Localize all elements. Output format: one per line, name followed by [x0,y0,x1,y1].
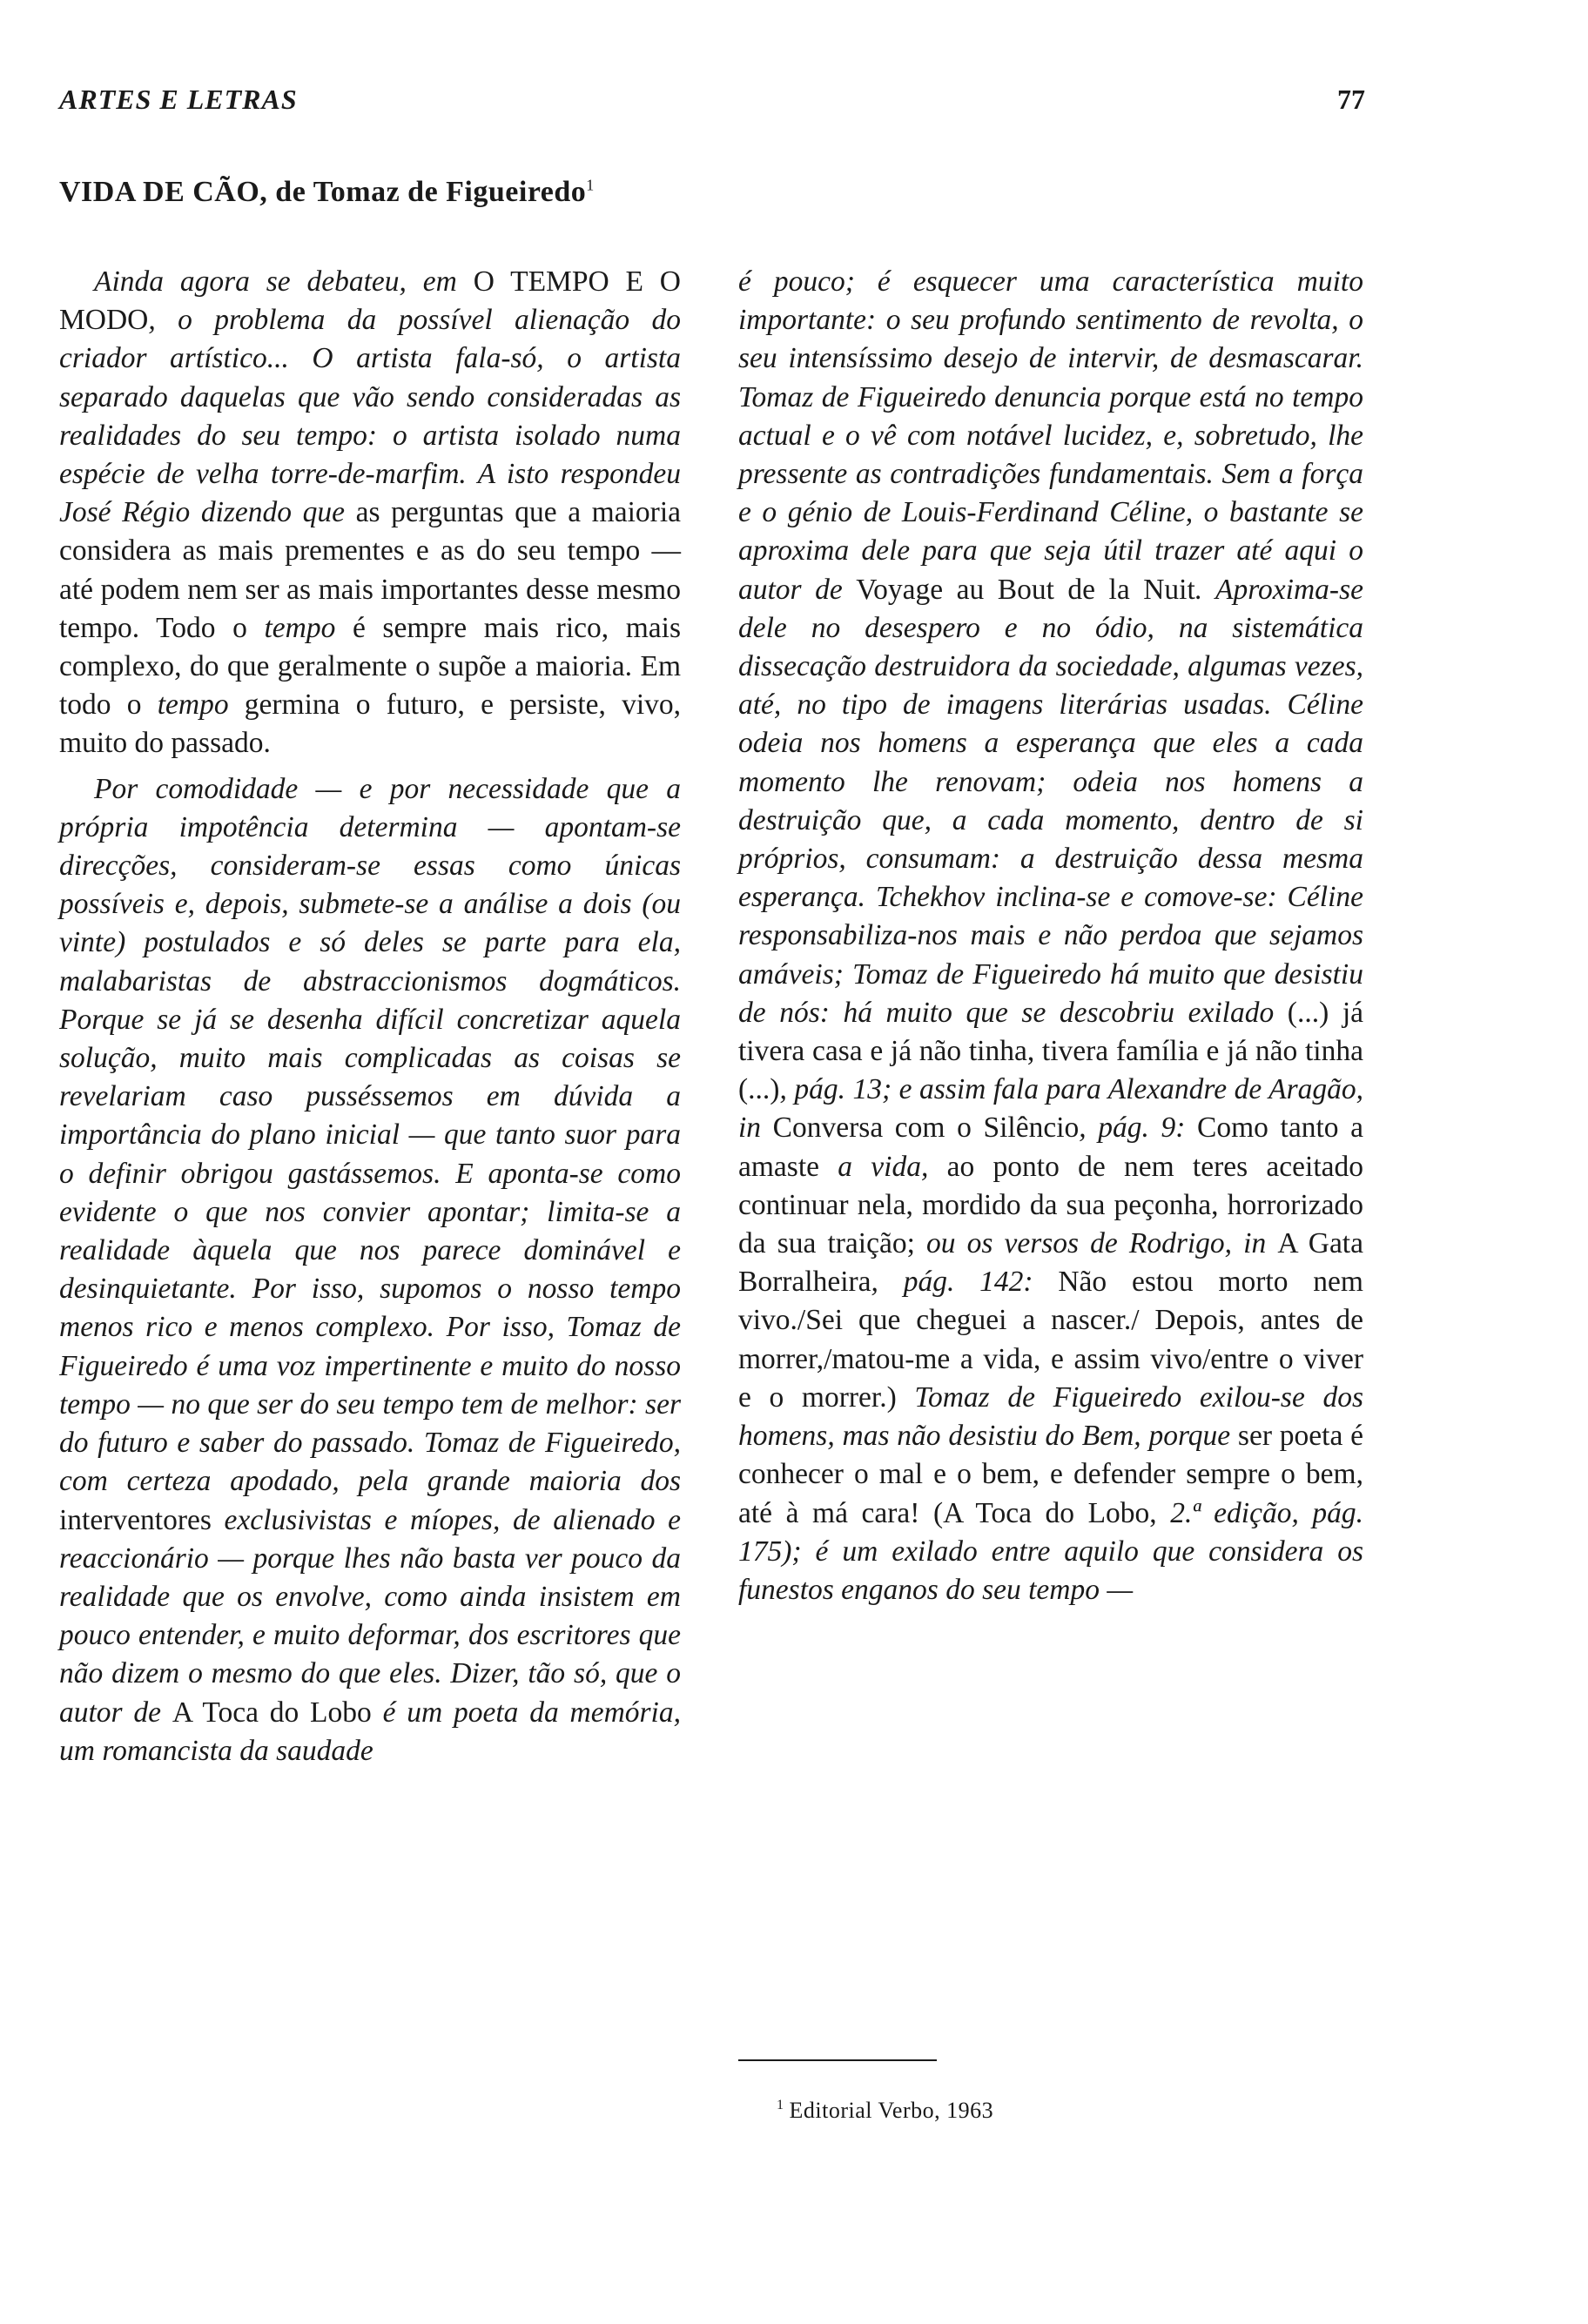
p3-run-11: A Gata Borralheira [738,1227,1363,1299]
p3-run-5: Conversa com o Silêncio [772,1112,1080,1145]
p3-run-6: , pág. 9: [1079,1112,1198,1145]
footnote-text: Editorial Verbo, 1963 [789,2098,994,2123]
footnote-divider [738,2059,937,2061]
right-column [738,263,1363,1609]
article-title [59,176,595,209]
p3-run-9: ao ponto de nem teres aceitado continuar nela, mordido da sua peçonha, horrorizado da sua traição; [738,1150,1363,1260]
paragraph-2 [59,770,681,1770]
p3-run-12: , pág. 142: [871,1266,1059,1299]
p3-run-7: Como tanto a amaste [738,1112,1363,1183]
paragraph-1 [59,263,681,763]
p2-run-1: interventores [59,1503,212,1536]
p3-run-8: a vida, [838,1150,929,1183]
p3-run-15: ser poeta é conhecer o mal e o bem, e defender sempre o bem, até à má cara! (A Toca do Lobo, [738,1420,1363,1529]
p3-run-4: , pág. 13; e assim fala para Alexandre de Aragão, in [738,1073,1363,1145]
p1-run-4: tempo [264,611,336,644]
p3-run-1: Voyage au Bout de la Nuit [856,573,1195,606]
p3-run-16: 2.ª edição, pág. 175); é um exilado entre aquilo que considera os funestos enganos do seu tempo — [738,1496,1363,1606]
left-column [59,263,681,1770]
p1-run-3: as perguntas que a maioria considera as mais prementes e as do seu tempo — até podem nem ser as mais importantes desse mesmo tempo. Todo o [59,496,681,644]
p3-run-13: Não estou morto nem vivo./Sei que cheguei a nascer./ Depois, antes de morrer,/matou-me a vida, e assim vivo/entre o viver e o morrer.) [738,1266,1363,1414]
running-header [59,84,1365,127]
p3-run-3: (...) já tivera casa e já não tinha, tivera família e já não tinha (...) [738,996,1363,1106]
running-title: ARTES E LETRAS [59,84,298,115]
p3-run-14: Tomaz de Figueiredo exilou-se dos homens, mas não desistiu do Bem, porque [738,1380,1364,1453]
p3-run-2: . Aproxima-se dele no desespero e no ódio, na sistemática dissecação destruidora da sociedade, algumas vezes, até, no tipo de imagens literárias usadas. Céline odeia nos homens a esperança que eles a cada momento lhe renovam; odeia nos homens a destruição que, a cada momento, dentro de si próprios, consumam: a destruição dessa mesma esperança. Tchekhov inclina-se e comove-se: Céline responsabiliza-nos mais e não perdoa que sejamos amáveis; Tomaz de Figueiredo há muito que desistiu de nós: há muito que se descobriu exilado [738,573,1363,1029]
footnote [777,2098,993,2124]
page-number: 77 [1337,84,1365,115]
p2-run-0: Por comodidade — e por necessidade que a própria impotência determina — apontam-se direcções, consideram-se essas como únicas possíveis e, depois, submete-se a análise a dois (ou vinte) postulados e só deles se parte para ela, malabaristas de abstraccionismos dogmáticos. Porque se já se desenha difícil concretizar aquela solução, muito mais complicadas as coisas se revelariam caso pusséssemos em dúvida a importância do plano inicial — que tanto suor para o definir obrigou gastássemos. E aponta-se como evidente o que nos convier apontar; limita-se a realidade àquela que nos parece dominável e desinquietante. Por isso, supomos o nosso tempo menos rico e menos complexo. Por isso, Tomaz de Figueiredo é uma voz impertinente e muito do nosso tempo — no que ser do seu tempo tem de melhor: ser do futuro e saber do passado. Tomaz de Figueiredo, com certeza apodado, pela grande maioria dos [59,772,681,1498]
p3-run-10: ou os versos de Rodrigo, in [914,1227,1278,1260]
paragraph-3-continued [738,263,1363,1609]
p1-run-1: O TEMPO E O MODO [59,265,682,337]
footnote-marker: 1 [777,2098,784,2113]
footnote-reference: 1 [586,176,595,194]
p2-run-4: é um poeta da memória, um romancista da saudade [59,1696,681,1767]
p1-run-2: , o problema da possível alienação do criador artístico... O artista fala-só, o artista separado daquelas que vão sendo consideradas as realidades do seu tempo: o artista isolado numa espécie de velha torre-de-marfim. A isto respondeu José Régio dizendo que [59,304,681,529]
p1-run-0: Ainda agora se debateu, em [94,265,474,298]
p2-run-2: exclusivistas e míopes, de alienado e reaccionário — porque lhes não basta ver pouco da realidade que os envolve, como ainda insistem em pouco entender, e muito deformar, dos escritores que não dizem o mesmo do que eles. Dizer, tão só, que o autor de [59,1503,681,1729]
p1-run-6: tempo [157,688,229,722]
p1-run-5: é sempre mais rico, mais complexo, do que geralmente o supõe a maioria. Em todo o [59,611,681,722]
p3-run-0: é pouco; é esquecer uma característica muito importante: o seu profundo sentimento de revolta, o seu intensíssimo desejo de intervir, de desmascarar. Tomaz de Figueiredo denuncia porque está no tempo actual e o vê com notável lucidez, e, sobretudo, lhe pressente as contradições fundamentais. Sem a força e o génio de Louis-Ferdinand Céline, o bastante se aproxima dele para que seja útil trazer até aqui o autor de [738,265,1363,606]
p1-run-7: germina o futuro, e persiste, vivo, muito do passado. [59,688,681,760]
article-title-text: VIDA DE CÃO, de Tomaz de Figueiredo [59,176,587,208]
p2-run-3: A Toca do Lobo [172,1696,372,1729]
